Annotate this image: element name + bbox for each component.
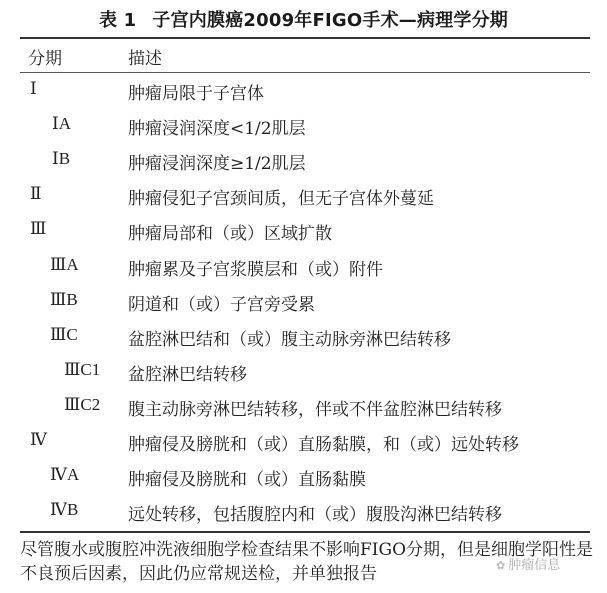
description-cell: 肿瘤局部和（或）区域扩散 [128,224,332,244]
table-row [0,290,607,325]
description-cell: 肿瘤累及子宫浆膜层和（或）附件 [128,260,383,280]
wechat-icon: ✿ [496,559,506,572]
stage-cell: ⅢA [50,255,79,274]
table-row [0,219,607,254]
stage-cell: ⅢC [50,325,78,344]
description-cell: 肿瘤局限于子宫体 [128,84,264,104]
header-rule [20,72,590,73]
stage-cell: ⅣB [50,500,79,519]
table-row [0,430,607,465]
bottom-rule [20,531,590,533]
stage-cell: Ⅱ [30,184,42,203]
table-row [0,114,607,149]
table-row [0,79,607,114]
table-row [0,395,607,430]
table-footnote: 尽管腹水或腹腔冲洗液细胞学检查结果不影响FIGO分期，但是细胞学阳性是不良预后因素，因此仍应常规送检，并单独报告 [20,540,594,584]
description-cell: 盆腔淋巴结和（或）腹主动脉旁淋巴结转移 [128,330,451,350]
table-row [0,184,607,219]
top-rule [20,37,590,39]
table-title [0,6,607,32]
description-cell: 远处转移，包括腹腔内和（或）腹股沟淋巴结转移 [128,505,502,525]
table-row [0,325,607,360]
table-number: 表 1 [99,10,137,31]
description-cell: 肿瘤浸润深度<1/2肌层 [128,119,306,139]
stage-cell: ⅠA [52,114,71,133]
header-description: 描述 [128,49,162,69]
description-cell: 盆腔淋巴结转移 [128,365,247,385]
description-cell: 肿瘤侵及膀胱和（或）直肠黏膜，和（或）远处转移 [128,435,519,455]
description-cell: 肿瘤浸润深度≥1/2肌层 [128,154,306,174]
stage-cell: ⅢC1 [64,360,101,379]
table-row [0,149,607,184]
table-row [0,255,607,290]
stage-cell: Ⅰ [30,79,37,98]
stage-cell: Ⅲ [30,219,47,238]
description-cell: 肿瘤侵及膀胱和（或）直肠黏膜 [128,470,366,490]
stage-cell: ⅠB [52,149,71,168]
stage-cell: Ⅳ [30,430,47,449]
description-cell: 腹主动脉旁淋巴结转移，伴或不伴盆腔淋巴结转移 [128,400,502,420]
table-title-text: 子宫内膜癌2009年FIGO手术—病理学分期 [152,10,508,31]
description-cell: 阴道和（或）子宫旁受累 [128,295,315,315]
header-stage: 分期 [28,49,62,69]
watermark-text: 肿瘤信息 [508,558,561,573]
stage-cell: ⅢC2 [64,395,101,414]
description-cell: 肿瘤侵犯子宫颈间质，但无子宫体外蔓延 [128,189,434,209]
stage-cell: ⅣA [50,465,80,484]
table-row [0,465,607,500]
table-row [0,360,607,395]
table-row [0,500,607,535]
watermark [496,554,560,573]
stage-cell: ⅢB [50,290,78,309]
